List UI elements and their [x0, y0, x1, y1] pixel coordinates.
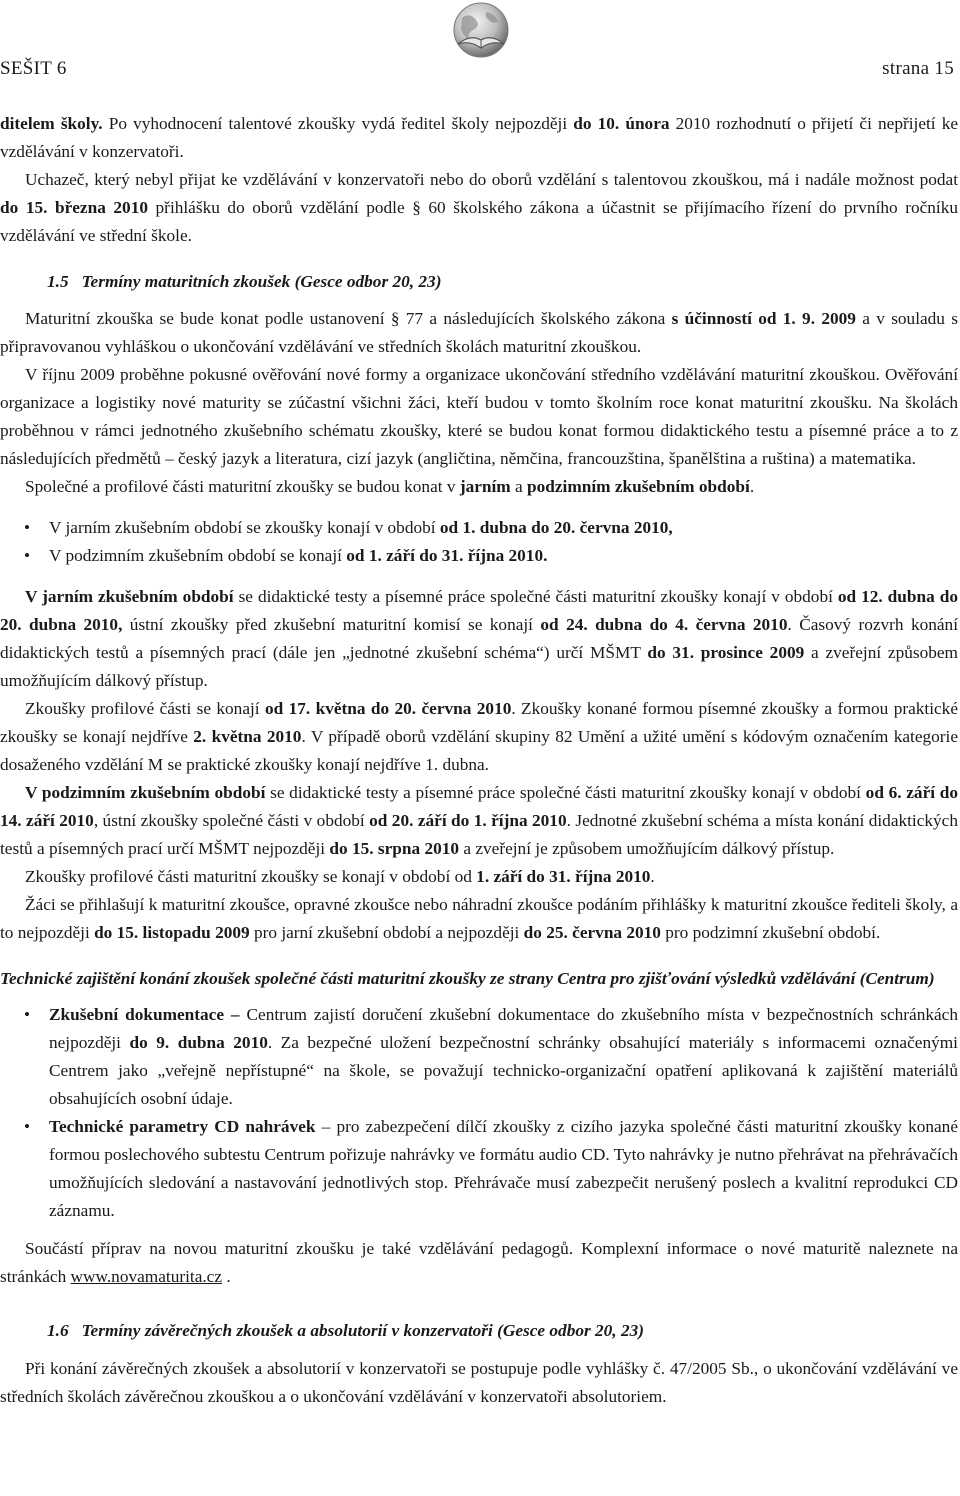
paragraph-appeal: Uchazeč, který nebyl přijat ke vzdělávání v konzervatoři nebo do oborů vzdělání s talentovou zkouškou, má i nadále možnost podat do 15. března 2010 přihlášku do oborů vzdělání podle § 60 školského zákona a účastnit se přijímacího řízení do prvního ročníku vzdělávání ve střední škole.	[0, 170, 959, 245]
paragraph-profile-autumn: Zkoušky profilové části maturitní zkoušky se konají v období od 1. září do 31. října 2010.	[25, 867, 655, 886]
section-heading-1-6: 1.6 Termíny závěrečných zkoušek a absolutorií v konzervatoři (Gesce odbor 20, 23)	[47, 1321, 644, 1340]
paragraph-pilot-testing: V říjnu 2009 proběhne pokusné ověřování nové formy a organizace ukončování středního vzdělávání maturitní zkouškou. Ověřování organizace a logistiky nové maturity se zúčastní všichni žáci, kteří budou v tomto školním roce konat maturitní zkoušku. Na školách proběhnou v rámci jednotného zkušebního schématu zkoušky, které se budou konat formou didaktického testu a písemné práce a to z následujících předmětů – český jazyk a literatura, cizí jazyk (angličtina, němčina, francouzština, španělština a ruština) a matematika.	[0, 365, 958, 468]
section-heading-technical: Technické zajištění konání zkoušek společné části maturitní zkoušky ze strany Centra pro zjišťování výsledků vzdělávání (Centrum)	[0, 969, 935, 988]
paragraph-teacher-training: Součástí příprav na novou maturitní zkoušku je také vzdělávání pedagogů. Komplexní informace o nové maturitě naleznete na stránkách www.novamaturita.cz .	[0, 1239, 958, 1286]
exam-period-list	[0, 514, 958, 570]
page-number: strana 15	[882, 58, 954, 79]
running-header-left: SEŠIT 6	[0, 58, 67, 79]
article-body	[0, 110, 958, 1411]
paragraph-autumn-period: V podzimním zkušebním období se didaktické testy a písemné práce společné části maturitní zkoušky konají v období od 6. září do 14. září 2010, ústní zkoušky společné části v období od 20. září do 1. října 2010. Jednotné zkušební schéma a místa konání didaktických testů a písemných prací určí MŠMT nejpozději do 15. srpna 2010 a zveřejní je způsobem umožňujícím dálkový přístup.	[0, 783, 958, 858]
paragraph-admission-decision: ditelem školy. Po vyhodnocení talentové zkoušky vydá ředitel školy nejpozději do 10. února 2010 rozhodnutí o přijetí či nepřijetí ke vzdělávání v konzervatoři.	[0, 114, 959, 161]
globe-book-logo	[440, 0, 522, 62]
technical-list	[0, 1001, 958, 1225]
paragraph-registration: Žáci se přihlašují k maturitní zkoušce, opravné zkoušce nebo náhradní zkoušce podáním přihlášky k maturitní zkoušce řediteli školy, a to nejpozději do 15. listopadu 2009 pro jarní zkušební období a nejpozději do 25. června 2010 pro podzimní zkušební období.	[0, 895, 958, 942]
paragraph-conservatory-exams: Při konání závěrečných zkoušek a absolutorií v konzervatoři se postupuje podle vyhlášky č. 47/2005 Sb., o ukončování vzdělávání ve středních školách závěrečnou zkouškou a o ukončování vzdělávání v konzervatoři absolutoriem.	[0, 1359, 958, 1406]
list-item: • Technické parametry CD nahrávek – pro zabezpečení dílčí zkoušky z cizího jazyka společné části maturitní zkoušky konané formou poslechového subtestu Centrum pořizuje nahrávky ve formátu audio CD. Tyto nahrávky je nutno přehrávat na přehrávačích umožňujících sledování a nastavování jednotlivých stop. Přehrávače musí zabezpečit nerušený poslech a kvalitní reprodukci CD záznamu.	[0, 1113, 958, 1225]
list-item: • V jarním zkušebním období se zkoušky konají v období od 1. dubna do 20. června 2010,	[0, 514, 958, 542]
novamaturita-link[interactable]: www.novamaturita.cz	[70, 1267, 223, 1286]
section-heading-1-5: 1.5 Termíny maturitních zkoušek (Gesce odbor 20, 23)	[47, 272, 442, 291]
list-item: • Zkušební dokumentace – Centrum zajistí doručení zkušební dokumentace do zkušebního místa v bezpečnostních schránkách nejpozději do 9. dubna 2010. Za bezpečné uložení bezpečnostní schránky obsahující materiály s informacemi označenými Centrem jako „veřejně nepřístupné“ na škole, se považují technicko-organizační opatření aplikovaná k zajištění materiálů obsahujících osobní údaje.	[0, 1001, 958, 1113]
paragraph-maturita-law: Maturitní zkouška se bude konat podle ustanovení § 77 a následujících školského zákona s účinností od 1. 9. 2009 a v souladu s připravovanou vyhláškou o ukončování vzdělávání ve středních školách maturitní zkouškou.	[0, 309, 958, 356]
list-item: • V podzimním zkušebním období se konají od 1. září do 31. října 2010.	[0, 542, 958, 570]
paragraph-profile-spring: Zkoušky profilové části se konají od 17. května do 20. června 2010. Zkoušky konané formou písemné zkoušky a formou praktické zkoušky se konají nejdříve 2. května 2010. V případě oborů vzdělání skupiny 82 Umění a užité umění s kódovým označením kategorie dosaženého vzdělání M se praktické zkoušky konají nejdříve 1. dubna.	[0, 699, 959, 774]
paragraph-exam-periods: Společné a profilové části maturitní zkoušky se budou konat v jarním a podzimním zkušebním období.	[25, 477, 755, 496]
paragraph-spring-period: V jarním zkušebním období se didaktické testy a písemné práce společné části maturitní zkoušky konají v období od 12. dubna do 20. dubna 2010, ústní zkoušky před zkušební maturitní komisí se konají od 24. dubna do 4. června 2010. Časový rozvrh konání didaktických testů a písemných prací (dále jen „jednotné zkušební schéma“) určí MŠMT do 31. prosince 2009 a zveřejní způsobem umožňujícím dálkový přístup.	[0, 587, 958, 690]
